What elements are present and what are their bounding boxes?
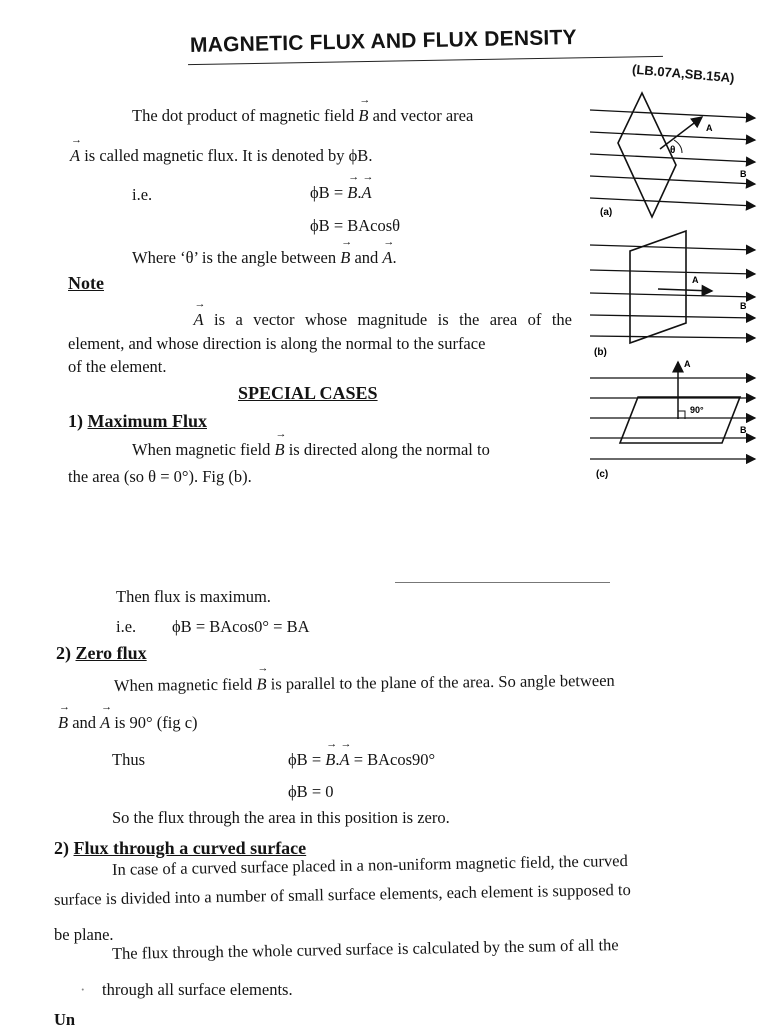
thus-label: Thus [112, 750, 145, 769]
section-text: When magnetic field [113, 674, 257, 695]
vector-A: → A [382, 248, 392, 267]
field-line [590, 176, 755, 184]
vector-B: → B [274, 440, 284, 459]
curved-surface-heading [54, 838, 306, 859]
note-line-3: of the element. [68, 357, 167, 376]
label-A: A [684, 359, 691, 369]
label-A: A [706, 123, 713, 133]
vector-A: → A [70, 146, 80, 165]
definition-text: and vector area [368, 106, 474, 125]
section-text: When magnetic field [132, 440, 275, 459]
vector-B: → B [58, 713, 68, 732]
area-plane [620, 397, 740, 443]
zero-flux-result: ϕB = 0 [288, 782, 334, 801]
max-flux-equation: ϕB = BAcos0° = BA [172, 617, 310, 636]
reference-code: (LB.07A,SB.15A) [631, 61, 736, 86]
where-text: Where ‘θ’ is the angle between [132, 248, 341, 267]
zero-flux-heading [56, 643, 147, 664]
vector-A: → A [339, 750, 349, 769]
curved-line-4: The flux through the whole curved surface is calculated by the sum of all the [111, 935, 619, 963]
section-number: 1) [68, 411, 88, 431]
label-B: B [740, 425, 747, 435]
vector-B: → B [347, 183, 357, 202]
vector-B: → B [358, 106, 368, 125]
section-text: is directed along the normal to [284, 440, 490, 459]
section-text: is parallel to the plane of the area. So angle between [266, 670, 615, 694]
vector-A: → A [100, 713, 110, 732]
field-line [590, 293, 755, 297]
ie-label: i.e. [132, 185, 153, 204]
caption-b: (b) [594, 347, 607, 358]
curved-text: through all surface elements. [102, 980, 293, 999]
zero-flux-conclusion: So the flux through the area in this position is zero. [112, 808, 450, 827]
vector-A: → A [193, 310, 203, 329]
figure-b [590, 231, 755, 358]
label-theta: θ [670, 145, 676, 156]
page-title: MAGNETIC FLUX AND FLUX DENSITY [189, 25, 577, 58]
figure-a [590, 93, 755, 218]
caption-a: (a) [600, 207, 613, 218]
note-line-2: element, and whose direction is along the normal to the surface [68, 334, 486, 353]
vector-B: → B [325, 750, 335, 769]
field-line [590, 315, 755, 318]
label-B: B [740, 301, 747, 311]
field-line [590, 336, 755, 338]
divider-line [395, 582, 610, 583]
field-line [590, 110, 755, 118]
title-underline [188, 56, 663, 65]
field-line [590, 270, 755, 274]
caption-c: (c) [596, 469, 609, 480]
vector-B: → B [340, 248, 350, 267]
equation-lhs: ϕB = [310, 183, 348, 202]
equation-rhs: = BAcos90° [349, 750, 436, 769]
maximum-flux-heading [68, 411, 207, 432]
note-line-1 [68, 310, 572, 330]
definition-text: . [368, 146, 373, 165]
definition-line-1 [132, 106, 473, 126]
flux-figures [590, 85, 768, 485]
curved-line-5: · through all surface elements. [80, 980, 293, 999]
area-vector [658, 289, 712, 291]
flux-equation-cos: ϕB = BAcosθ [310, 216, 401, 235]
field-line [590, 198, 755, 206]
figure-c [590, 359, 755, 480]
section-title: Flux through a curved surface [73, 838, 307, 858]
where-text: . [392, 248, 397, 267]
area-vector [660, 117, 702, 149]
section-number: 2) [56, 643, 76, 663]
definition-text: is called magnetic flux. It is denoted by [80, 146, 349, 165]
definition-line-2 [70, 146, 372, 166]
label-angle: 90° [690, 405, 704, 415]
flux-equation-dot: ϕB = → B.→ A [310, 183, 372, 203]
section-text: is 90° (fig c) [110, 713, 198, 732]
where-text: and [350, 248, 383, 267]
equation-lhs: ϕB = [288, 750, 326, 769]
then-max-line: Then flux is maximum. [116, 587, 271, 606]
maximum-flux-line-2: the area (so θ = 0°). Fig (b). [68, 467, 252, 486]
section-title: Maximum Flux [87, 411, 207, 431]
flux-symbol: ϕB [348, 146, 369, 165]
section-number: 2) [54, 838, 74, 858]
curved-line-6: Un [54, 1010, 76, 1029]
label-B: B [740, 169, 747, 179]
definition-text: The dot product of magnetic field [132, 106, 359, 125]
zero-flux-line-1 [114, 671, 615, 696]
field-line [590, 245, 755, 250]
note-heading: Note [68, 273, 104, 293]
where-line [132, 248, 397, 268]
zero-flux-equation: ϕB = → B.→ A = BAcos90° [288, 750, 435, 770]
curved-line-2: surface is divided into a number of small surface elements, each element is supposed to [53, 879, 631, 909]
vector-A: → A [361, 183, 371, 202]
special-cases-heading: SPECIAL CASES [238, 383, 378, 403]
section-text: and [68, 713, 101, 732]
curved-line-1: In case of a curved surface placed in a non-uniform magnetic field, the curved [111, 850, 628, 879]
curved-line-3: be plane. [54, 925, 114, 944]
vector-B: → B [256, 674, 266, 693]
section-title: Zero flux [75, 643, 147, 663]
max-ie-label: i.e. [116, 617, 137, 636]
note-text: is a vector whose magnitude is the area of the [203, 310, 573, 329]
label-A: A [692, 275, 699, 285]
maximum-flux-line-1 [132, 440, 490, 460]
zero-flux-line-2 [58, 713, 198, 733]
